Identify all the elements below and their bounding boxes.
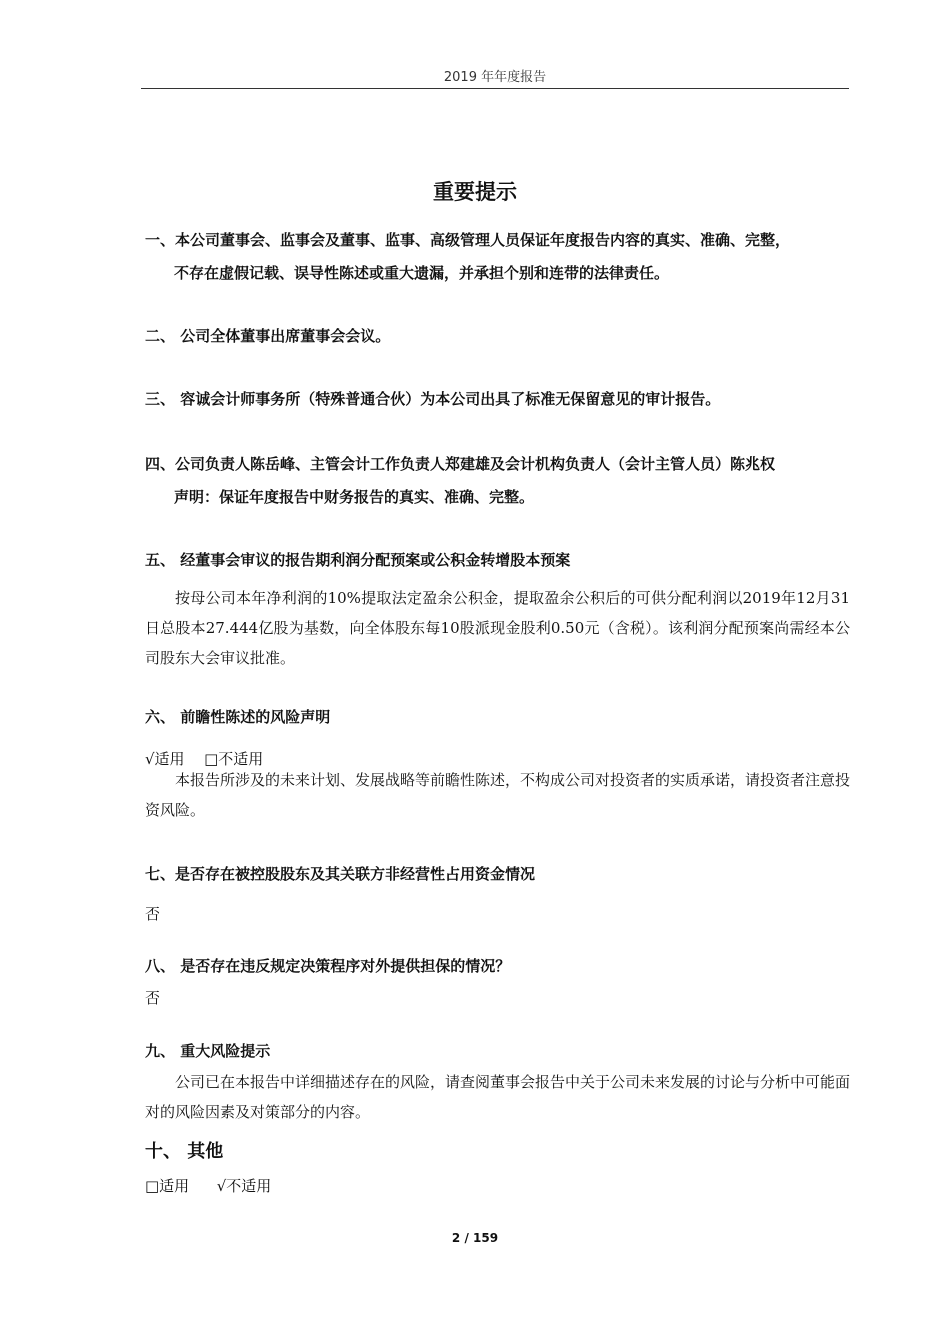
page-title: 重要提示 — [433, 180, 517, 204]
page-number: 2 / 159 — [451, 1231, 499, 1245]
section-6-body: 本报告所涉及的未来计划、发展战略等前瞻性陈述，不构成公司对投资者的实质承诺，请投资者注意投资风险。 — [145, 771, 851, 819]
not-applicable-checked: √不适用 — [216, 1177, 272, 1195]
section-5-body: 按母公司本年净利润的10%提取法定盈余公积金，提取盈余公积后的可供分配利润以2019年12月31日总股本27.444亿股为基数，向全体股东每10股派现金股利0.50元（含税）。该利润分配预案尚需经本公司股东大会审议批准。 — [145, 589, 850, 667]
section-8-answer: 否 — [145, 989, 161, 1007]
section-1-line-2: 不存在虚假记载、误导性陈述或重大遗漏，并承担个别和连带的法律责任。 — [174, 264, 670, 282]
section-7-heading: 七、是否存在被控股股东及其关联方非经营性占用资金情况 — [145, 865, 536, 883]
applicable-checked: √适用 — [145, 750, 185, 768]
section-1-line-1: 一、本公司董事会、监事会及董事、监事、高级管理人员保证年度报告内容的真实、准确、完整， — [145, 231, 791, 249]
section-3: 三、 容诚会计师事务所（特殊普通合伙）为本公司出具了标准无保留意见的审计报告。 — [145, 390, 721, 408]
section-10-heading: 十、 其他 — [145, 1141, 224, 1162]
section-4-line-1: 四、公司负责人陈岳峰、主管会计工作负责人郑建雄及会计机构负责人（会计主管人员）陈兆权 — [145, 455, 776, 473]
section-2: 二、 公司全体董事出席董事会会议。 — [145, 327, 391, 345]
section-9-body: 公司已在本报告中详细描述存在的风险，请查阅董事会报告中关于公司未来发展的讨论与分析中可能面对的风险因素及对策部分的内容。 — [145, 1073, 851, 1121]
section-7-answer: 否 — [145, 905, 161, 923]
applicable-unchecked: □适用 — [145, 1177, 190, 1195]
section-6-heading: 六、 前瞻性陈述的风险声明 — [145, 708, 331, 726]
section-10-options — [145, 1175, 271, 1196]
section-4-line-2: 声明：保证年度报告中财务报告的真实、准确、完整。 — [174, 488, 535, 506]
not-applicable-unchecked: □不适用 — [204, 750, 264, 768]
section-5-heading: 五、 经董事会审议的报告期利润分配预案或公积金转增股本预案 — [145, 551, 571, 569]
section-8-heading: 八、 是否存在违反规定决策程序对外提供担保的情况？ — [145, 957, 511, 975]
section-9-heading: 九、 重大风险提示 — [145, 1042, 271, 1060]
header-rule — [141, 88, 849, 89]
page-header: 2019 年年度报告 — [443, 70, 547, 85]
